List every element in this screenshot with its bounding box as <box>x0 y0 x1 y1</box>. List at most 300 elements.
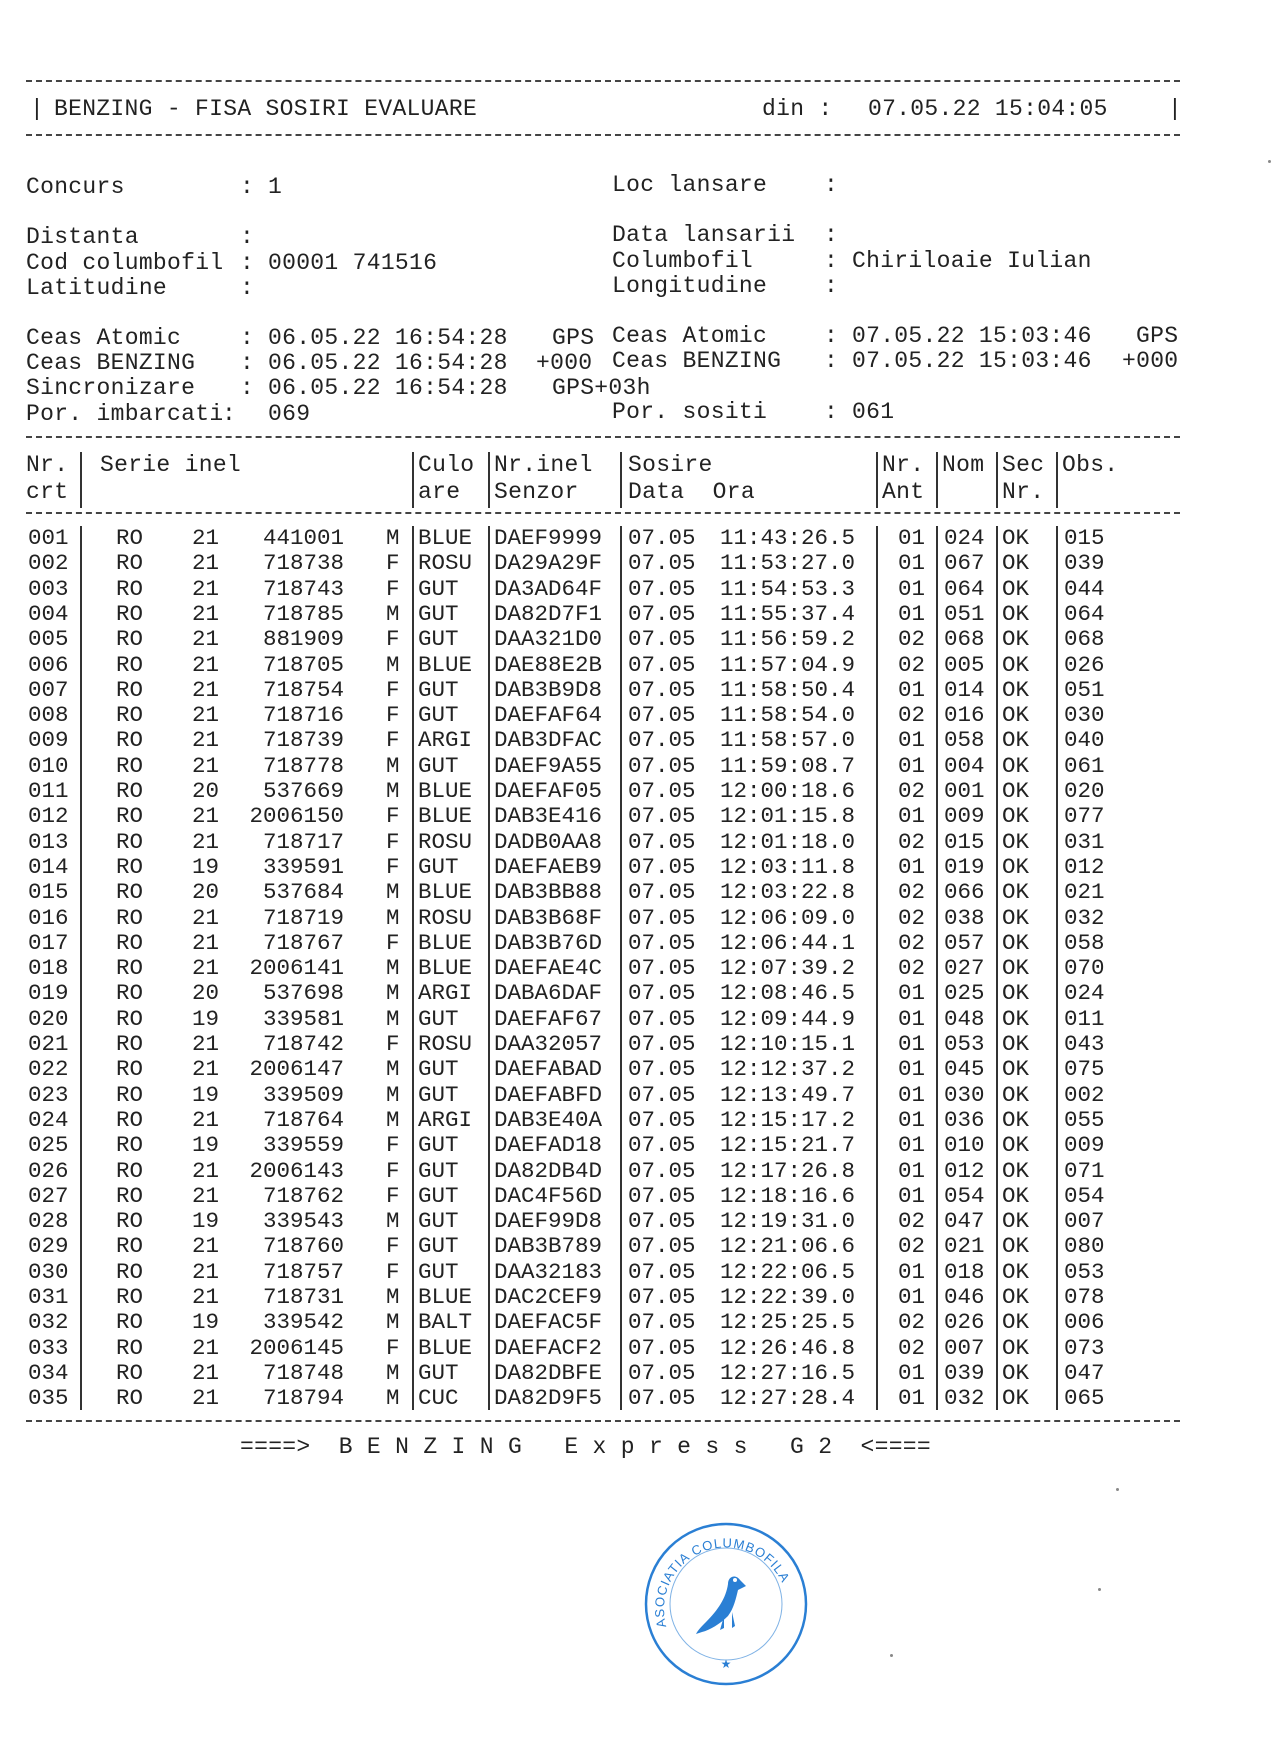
cell-time: 12:03:11.8 <box>720 853 856 880</box>
cell-obs: 053 <box>1064 1258 1105 1285</box>
cell-country: RO <box>116 1081 144 1108</box>
cell-nr: 015 <box>28 879 69 906</box>
data-lansarii-label: Data lansarii <box>612 222 796 248</box>
cell-obs: 012 <box>1064 853 1105 880</box>
cell-sec: OK <box>1002 828 1030 855</box>
cell-ring: 718767 <box>262 929 344 956</box>
columbofil-value: Chiriloaie Iulian <box>852 248 1092 274</box>
cell-ring: 537698 <box>262 980 344 1007</box>
cell-time: 11:57:04.9 <box>720 651 856 678</box>
cell-ring: 339591 <box>262 853 344 880</box>
body-sep <box>488 526 490 1410</box>
cell-sex: M <box>386 1284 400 1310</box>
cell-ant: 02 <box>898 1233 926 1260</box>
cell-obs: 070 <box>1064 955 1105 982</box>
cell-sensor: DAB3DFAC <box>494 727 603 754</box>
body-sep <box>1056 526 1058 1410</box>
cell-country: RO <box>116 1359 144 1386</box>
cell-obs: 021 <box>1064 879 1105 906</box>
loc-lansare-colon: : <box>824 172 839 198</box>
cell-date: 07.05 <box>628 929 696 956</box>
cell-nom: 025 <box>944 980 985 1007</box>
cell-nom: 005 <box>944 651 985 678</box>
col-nr-header-2: crt <box>26 479 69 505</box>
cell-country: RO <box>116 1031 144 1057</box>
cell-sec: OK <box>1002 727 1030 754</box>
cell-sex: F <box>386 853 400 880</box>
cell-date: 07.05 <box>628 1106 696 1133</box>
header-bottom-rule <box>26 134 1180 136</box>
cell-date: 07.05 <box>628 1031 696 1057</box>
cell-country: RO <box>116 1309 144 1336</box>
cell-color: GUT <box>418 1081 459 1108</box>
cell-obs: 073 <box>1064 1334 1105 1361</box>
cell-year: 21 <box>192 525 220 551</box>
sincronizare-value: 06.05.22 16:54:28 <box>268 375 508 401</box>
cell-nom: 057 <box>944 929 985 956</box>
ceas-benzing-left-suffix: +000 <box>536 350 593 376</box>
cell-date: 07.05 <box>628 752 696 779</box>
ceas-atomic-right-label: Ceas Atomic <box>612 323 768 349</box>
cell-ant: 02 <box>898 879 926 906</box>
cell-nom: 045 <box>944 1056 985 1083</box>
cell-country: RO <box>116 1056 144 1083</box>
cell-ring: 718764 <box>262 1106 344 1133</box>
cell-ring: 718742 <box>262 1031 344 1057</box>
cell-nom: 066 <box>944 879 985 906</box>
cell-ring: 537669 <box>262 778 344 804</box>
col-serie-header: Serie inel <box>100 452 242 478</box>
cell-country: RO <box>116 676 144 703</box>
cell-country: RO <box>116 1284 144 1310</box>
cell-ant: 02 <box>898 651 926 678</box>
cell-nr: 025 <box>28 1132 69 1159</box>
cell-year: 20 <box>192 778 220 804</box>
cell-obs: 078 <box>1064 1284 1105 1310</box>
cell-color: GUT <box>418 1005 459 1032</box>
cell-sec: OK <box>1002 550 1030 577</box>
cell-sensor: DAEFAF64 <box>494 702 603 729</box>
cell-ant: 01 <box>898 727 926 754</box>
cell-color: GUT <box>418 1157 459 1184</box>
cell-ring: 339559 <box>262 1132 344 1159</box>
cell-ant: 01 <box>898 1359 926 1386</box>
cell-sec: OK <box>1002 1106 1030 1133</box>
cell-sec: OK <box>1002 955 1030 982</box>
cell-obs: 007 <box>1064 1208 1105 1235</box>
ceas-atomic-right-suffix: GPS <box>1136 323 1179 349</box>
cell-time: 11:59:08.7 <box>720 752 856 779</box>
cell-date: 07.05 <box>628 1385 696 1412</box>
cell-nr: 028 <box>28 1208 69 1235</box>
col-sec-header: Sec <box>1002 452 1045 478</box>
cell-nom: 027 <box>944 955 985 982</box>
cell-sec: OK <box>1002 575 1030 602</box>
cell-date: 07.05 <box>628 1132 696 1159</box>
cell-nr: 026 <box>28 1157 69 1184</box>
cell-sensor: DAEFAF05 <box>494 778 603 804</box>
cell-sex: F <box>386 626 400 653</box>
cell-sec: OK <box>1002 1385 1030 1412</box>
cell-ant: 01 <box>898 1132 926 1159</box>
din-label: din : <box>762 96 833 122</box>
ceas-benzing-left-label: Ceas BENZING <box>26 350 196 376</box>
cell-sex: F <box>386 702 400 729</box>
cell-year: 21 <box>192 626 220 653</box>
cell-sensor: DAEFAE4C <box>494 955 603 982</box>
cell-ring: 537684 <box>262 879 344 906</box>
cell-ant: 02 <box>898 1309 926 1336</box>
cell-sensor: DAA321D0 <box>494 626 603 653</box>
cell-date: 07.05 <box>628 651 696 678</box>
cell-nr: 011 <box>28 778 69 804</box>
col-obs-header: Obs. <box>1062 452 1119 478</box>
cell-date: 07.05 <box>628 626 696 653</box>
cell-date: 07.05 <box>628 1208 696 1235</box>
cell-nr: 002 <box>28 550 69 577</box>
cell-sec: OK <box>1002 803 1030 830</box>
cell-year: 21 <box>192 929 220 956</box>
cell-color: GUT <box>418 626 459 653</box>
por-imbarcati-label: Por. imbarcati <box>26 401 224 427</box>
cell-sex: F <box>386 1182 400 1209</box>
cell-color: BLUE <box>418 879 473 906</box>
cell-ring: 2006143 <box>249 1157 344 1184</box>
latitudine-colon: : <box>240 275 255 301</box>
cell-date: 07.05 <box>628 828 696 855</box>
ceas-benzing-right-label: Ceas BENZING <box>612 348 782 374</box>
cell-date: 07.05 <box>628 1157 696 1184</box>
cell-sex: M <box>386 651 400 678</box>
cell-color: BLUE <box>418 1334 473 1361</box>
ceas-benzing-right-value: 07.05.22 15:03:46 <box>852 348 1092 374</box>
cell-color: BLUE <box>418 955 473 982</box>
header-sep <box>80 452 82 508</box>
cell-ring: 2006150 <box>249 803 344 830</box>
scan-speck <box>1098 1588 1101 1591</box>
body-sep <box>936 526 938 1410</box>
cell-sex: F <box>386 929 400 956</box>
cell-year: 21 <box>192 1284 220 1310</box>
cell-nom: 001 <box>944 778 985 804</box>
cell-sex: F <box>386 1157 400 1184</box>
cell-nom: 019 <box>944 853 985 880</box>
report-title: BENZING - FISA SOSIRI EVALUARE <box>54 96 478 122</box>
cell-sec: OK <box>1002 1334 1030 1361</box>
table-top-rule <box>26 436 1180 438</box>
cell-ant: 01 <box>898 1258 926 1285</box>
cell-year: 21 <box>192 955 220 982</box>
cell-nom: 064 <box>944 575 985 602</box>
cell-time: 12:03:22.8 <box>720 879 856 906</box>
cell-nom: 018 <box>944 1258 985 1285</box>
cell-nom: 021 <box>944 1233 985 1260</box>
cell-sec: OK <box>1002 1309 1030 1336</box>
cell-color: BLUE <box>418 1284 473 1310</box>
footer-banner: ====> B E N Z I N G E x p r e s s G 2 <==== <box>240 1434 932 1460</box>
cell-country: RO <box>116 651 144 678</box>
cell-color: GUT <box>418 1208 459 1235</box>
cell-time: 12:08:46.5 <box>720 980 856 1007</box>
header-sep <box>488 452 490 508</box>
cell-color: ARGI <box>418 980 473 1007</box>
cell-country: RO <box>116 1132 144 1159</box>
cell-sensor: DAEF9A55 <box>494 752 603 779</box>
cell-sex: F <box>386 676 400 703</box>
cell-time: 12:27:28.4 <box>720 1385 856 1412</box>
cell-nom: 009 <box>944 803 985 830</box>
cell-sensor: DA82D9F5 <box>494 1385 603 1412</box>
cell-nr: 035 <box>28 1385 69 1412</box>
cell-sec: OK <box>1002 1208 1030 1235</box>
cell-nr: 007 <box>28 676 69 703</box>
cell-country: RO <box>116 1208 144 1235</box>
cell-ring: 718785 <box>262 600 344 627</box>
cell-country: RO <box>116 955 144 982</box>
cell-year: 19 <box>192 1132 220 1159</box>
sincronizare-colon: : <box>240 375 255 401</box>
cell-color: GUT <box>418 1056 459 1083</box>
cell-obs: 054 <box>1064 1182 1105 1209</box>
col-culoare-header: Culo <box>418 452 475 478</box>
cell-sensor: DAB3B789 <box>494 1233 603 1260</box>
cell-sex: F <box>386 803 400 830</box>
cell-obs: 051 <box>1064 676 1105 703</box>
cell-date: 07.05 <box>628 1309 696 1336</box>
ceas-atomic-right-colon: : <box>824 323 839 349</box>
cell-country: RO <box>116 929 144 956</box>
cell-country: RO <box>116 1385 144 1412</box>
cell-sec: OK <box>1002 651 1030 678</box>
cell-time: 11:58:57.0 <box>720 727 856 754</box>
cell-sensor: DAC4F56D <box>494 1182 603 1209</box>
cell-sex: F <box>386 575 400 602</box>
cell-year: 21 <box>192 752 220 779</box>
concurs-label: Concurs <box>26 174 125 200</box>
cell-sex: M <box>386 600 400 627</box>
cell-nr: 033 <box>28 1334 69 1361</box>
cell-sex: M <box>386 980 400 1007</box>
cod-columbofil-colon: : <box>240 250 255 276</box>
cell-nom: 015 <box>944 828 985 855</box>
cell-sensor: DAB3BB88 <box>494 879 603 906</box>
cell-year: 21 <box>192 1233 220 1260</box>
cell-sec: OK <box>1002 676 1030 703</box>
cell-time: 12:06:44.1 <box>720 929 856 956</box>
body-sep <box>80 526 82 1410</box>
cell-ring: 718754 <box>262 676 344 703</box>
cell-nr: 030 <box>28 1258 69 1285</box>
data-lansarii-colon: : <box>824 222 839 248</box>
col-sosire-header: Sosire <box>628 452 713 478</box>
cell-color: GUT <box>418 1359 459 1386</box>
cell-color: GUT <box>418 676 459 703</box>
cell-ant: 01 <box>898 600 926 627</box>
cell-date: 07.05 <box>628 904 696 931</box>
cell-nr: 004 <box>28 600 69 627</box>
cell-ant: 01 <box>898 676 926 703</box>
cell-sex: F <box>386 1233 400 1260</box>
cell-country: RO <box>116 1258 144 1285</box>
longitudine-label: Longitudine <box>612 273 768 299</box>
cell-year: 21 <box>192 651 220 678</box>
cell-sex: F <box>386 1031 400 1057</box>
cell-ring: 441001 <box>262 525 344 551</box>
cell-year: 21 <box>192 1182 220 1209</box>
cell-country: RO <box>116 752 144 779</box>
cell-sensor: DA82D7F1 <box>494 600 603 627</box>
sincronizare-suffix: GPS+03h <box>552 375 651 401</box>
cell-sec: OK <box>1002 1157 1030 1184</box>
cell-sec: OK <box>1002 904 1030 931</box>
cell-obs: 047 <box>1064 1359 1105 1386</box>
cell-ring: 718743 <box>262 575 344 602</box>
cell-time: 11:58:54.0 <box>720 702 856 729</box>
cell-sensor: DAEFABAD <box>494 1056 603 1083</box>
cell-sex: M <box>386 1005 400 1032</box>
cell-obs: 020 <box>1064 778 1105 804</box>
cell-sex: M <box>386 525 400 551</box>
longitudine-colon: : <box>824 273 839 299</box>
cell-time: 12:22:06.5 <box>720 1258 856 1285</box>
cell-country: RO <box>116 600 144 627</box>
latitudine-label: Latitudine <box>26 275 168 301</box>
cell-ant: 01 <box>898 1157 926 1184</box>
cell-year: 19 <box>192 1081 220 1108</box>
cell-time: 12:18:16.6 <box>720 1182 856 1209</box>
cell-nom: 030 <box>944 1081 985 1108</box>
cell-sensor: DA82DBFE <box>494 1359 603 1386</box>
cell-color: BLUE <box>418 778 473 804</box>
cell-sensor: DA29A29F <box>494 550 603 577</box>
cell-sensor: DAEFAEB9 <box>494 853 603 880</box>
cell-color: GUT <box>418 853 459 880</box>
cell-nr: 008 <box>28 702 69 729</box>
cell-color: ROSU <box>418 828 473 855</box>
cell-obs: 040 <box>1064 727 1105 754</box>
cell-ant: 01 <box>898 1106 926 1133</box>
cell-year: 21 <box>192 1334 220 1361</box>
cell-nom: 010 <box>944 1132 985 1159</box>
cell-date: 07.05 <box>628 1005 696 1032</box>
header-sep <box>1056 452 1058 508</box>
cell-country: RO <box>116 727 144 754</box>
cell-nr: 006 <box>28 651 69 678</box>
cell-obs: 058 <box>1064 929 1105 956</box>
cell-nom: 026 <box>944 1309 985 1336</box>
cell-ring: 718748 <box>262 1359 344 1386</box>
cell-date: 07.05 <box>628 980 696 1007</box>
cell-nr: 019 <box>28 980 69 1007</box>
ceas-atomic-left-value: 06.05.22 16:54:28 <box>268 325 508 351</box>
cell-color: GUT <box>418 702 459 729</box>
header-sep <box>936 452 938 508</box>
cell-sec: OK <box>1002 1031 1030 1057</box>
table-bottom-rule <box>26 1420 1180 1422</box>
cell-sensor: DAEFACF2 <box>494 1334 603 1361</box>
cell-time: 12:13:49.7 <box>720 1081 856 1108</box>
cell-sec: OK <box>1002 626 1030 653</box>
cell-time: 11:53:27.0 <box>720 550 856 577</box>
cell-ring: 881909 <box>262 626 344 653</box>
association-stamp <box>640 1518 812 1690</box>
cell-ant: 02 <box>898 904 926 931</box>
cell-nom: 048 <box>944 1005 985 1032</box>
cell-ant: 01 <box>898 1182 926 1209</box>
cell-date: 07.05 <box>628 1258 696 1285</box>
cell-nom: 004 <box>944 752 985 779</box>
cell-sex: F <box>386 727 400 754</box>
cell-color: ARGI <box>418 1106 473 1133</box>
ceas-atomic-right-value: 07.05.22 15:03:46 <box>852 323 1092 349</box>
cell-time: 12:27:16.5 <box>720 1359 856 1386</box>
cell-country: RO <box>116 550 144 577</box>
cell-nr: 029 <box>28 1233 69 1260</box>
cell-sec: OK <box>1002 1132 1030 1159</box>
star-icon: ★ <box>720 1657 732 1671</box>
distanta-label: Distanta <box>26 224 139 250</box>
cell-nom: 054 <box>944 1182 985 1209</box>
cell-sex: M <box>386 1359 400 1386</box>
cell-nom: 068 <box>944 626 985 653</box>
body-sep <box>412 526 414 1410</box>
header-sep <box>996 452 998 508</box>
cell-sec: OK <box>1002 1182 1030 1209</box>
header-sep <box>620 452 622 508</box>
cell-ant: 01 <box>898 525 926 551</box>
cell-ring: 339581 <box>262 1005 344 1032</box>
cell-time: 12:15:21.7 <box>720 1132 856 1159</box>
cell-nom: 038 <box>944 904 985 931</box>
pigeon-icon <box>696 1577 746 1634</box>
distanta-colon: : <box>240 224 255 250</box>
por-sositi-value: 061 <box>852 399 895 425</box>
cell-nom: 014 <box>944 676 985 703</box>
cell-sex: M <box>386 904 400 931</box>
cell-time: 12:01:18.0 <box>720 828 856 855</box>
cell-sensor: DAB3B9D8 <box>494 676 603 703</box>
cell-sex: F <box>386 1132 400 1159</box>
cell-color: BLUE <box>418 803 473 830</box>
cell-nr: 031 <box>28 1284 69 1310</box>
cell-date: 07.05 <box>628 727 696 754</box>
cell-color: GUT <box>418 1182 459 1209</box>
cell-color: GUT <box>418 1258 459 1285</box>
header-left-bar: | <box>30 96 45 122</box>
cell-ring: 339542 <box>262 1309 344 1336</box>
cell-nr: 009 <box>28 727 69 754</box>
cell-date: 07.05 <box>628 879 696 906</box>
ceas-benzing-left-value: 06.05.22 16:54:28 <box>268 350 508 376</box>
cell-nom: 012 <box>944 1157 985 1184</box>
por-sositi-label: Por. sositi <box>612 399 768 425</box>
cell-ant: 01 <box>898 1031 926 1057</box>
cell-sec: OK <box>1002 1081 1030 1108</box>
cell-nom: 053 <box>944 1031 985 1057</box>
cell-color: ARGI <box>418 727 473 754</box>
cell-ant: 02 <box>898 702 926 729</box>
cell-time: 11:43:26.5 <box>720 525 856 551</box>
cell-country: RO <box>116 1106 144 1133</box>
cell-obs: 030 <box>1064 702 1105 729</box>
cell-ant: 02 <box>898 1208 926 1235</box>
cell-color: BLUE <box>418 525 473 551</box>
cell-year: 21 <box>192 727 220 754</box>
cell-date: 07.05 <box>628 778 696 804</box>
cell-nom: 047 <box>944 1208 985 1235</box>
cell-obs: 026 <box>1064 651 1105 678</box>
cell-year: 21 <box>192 1258 220 1285</box>
